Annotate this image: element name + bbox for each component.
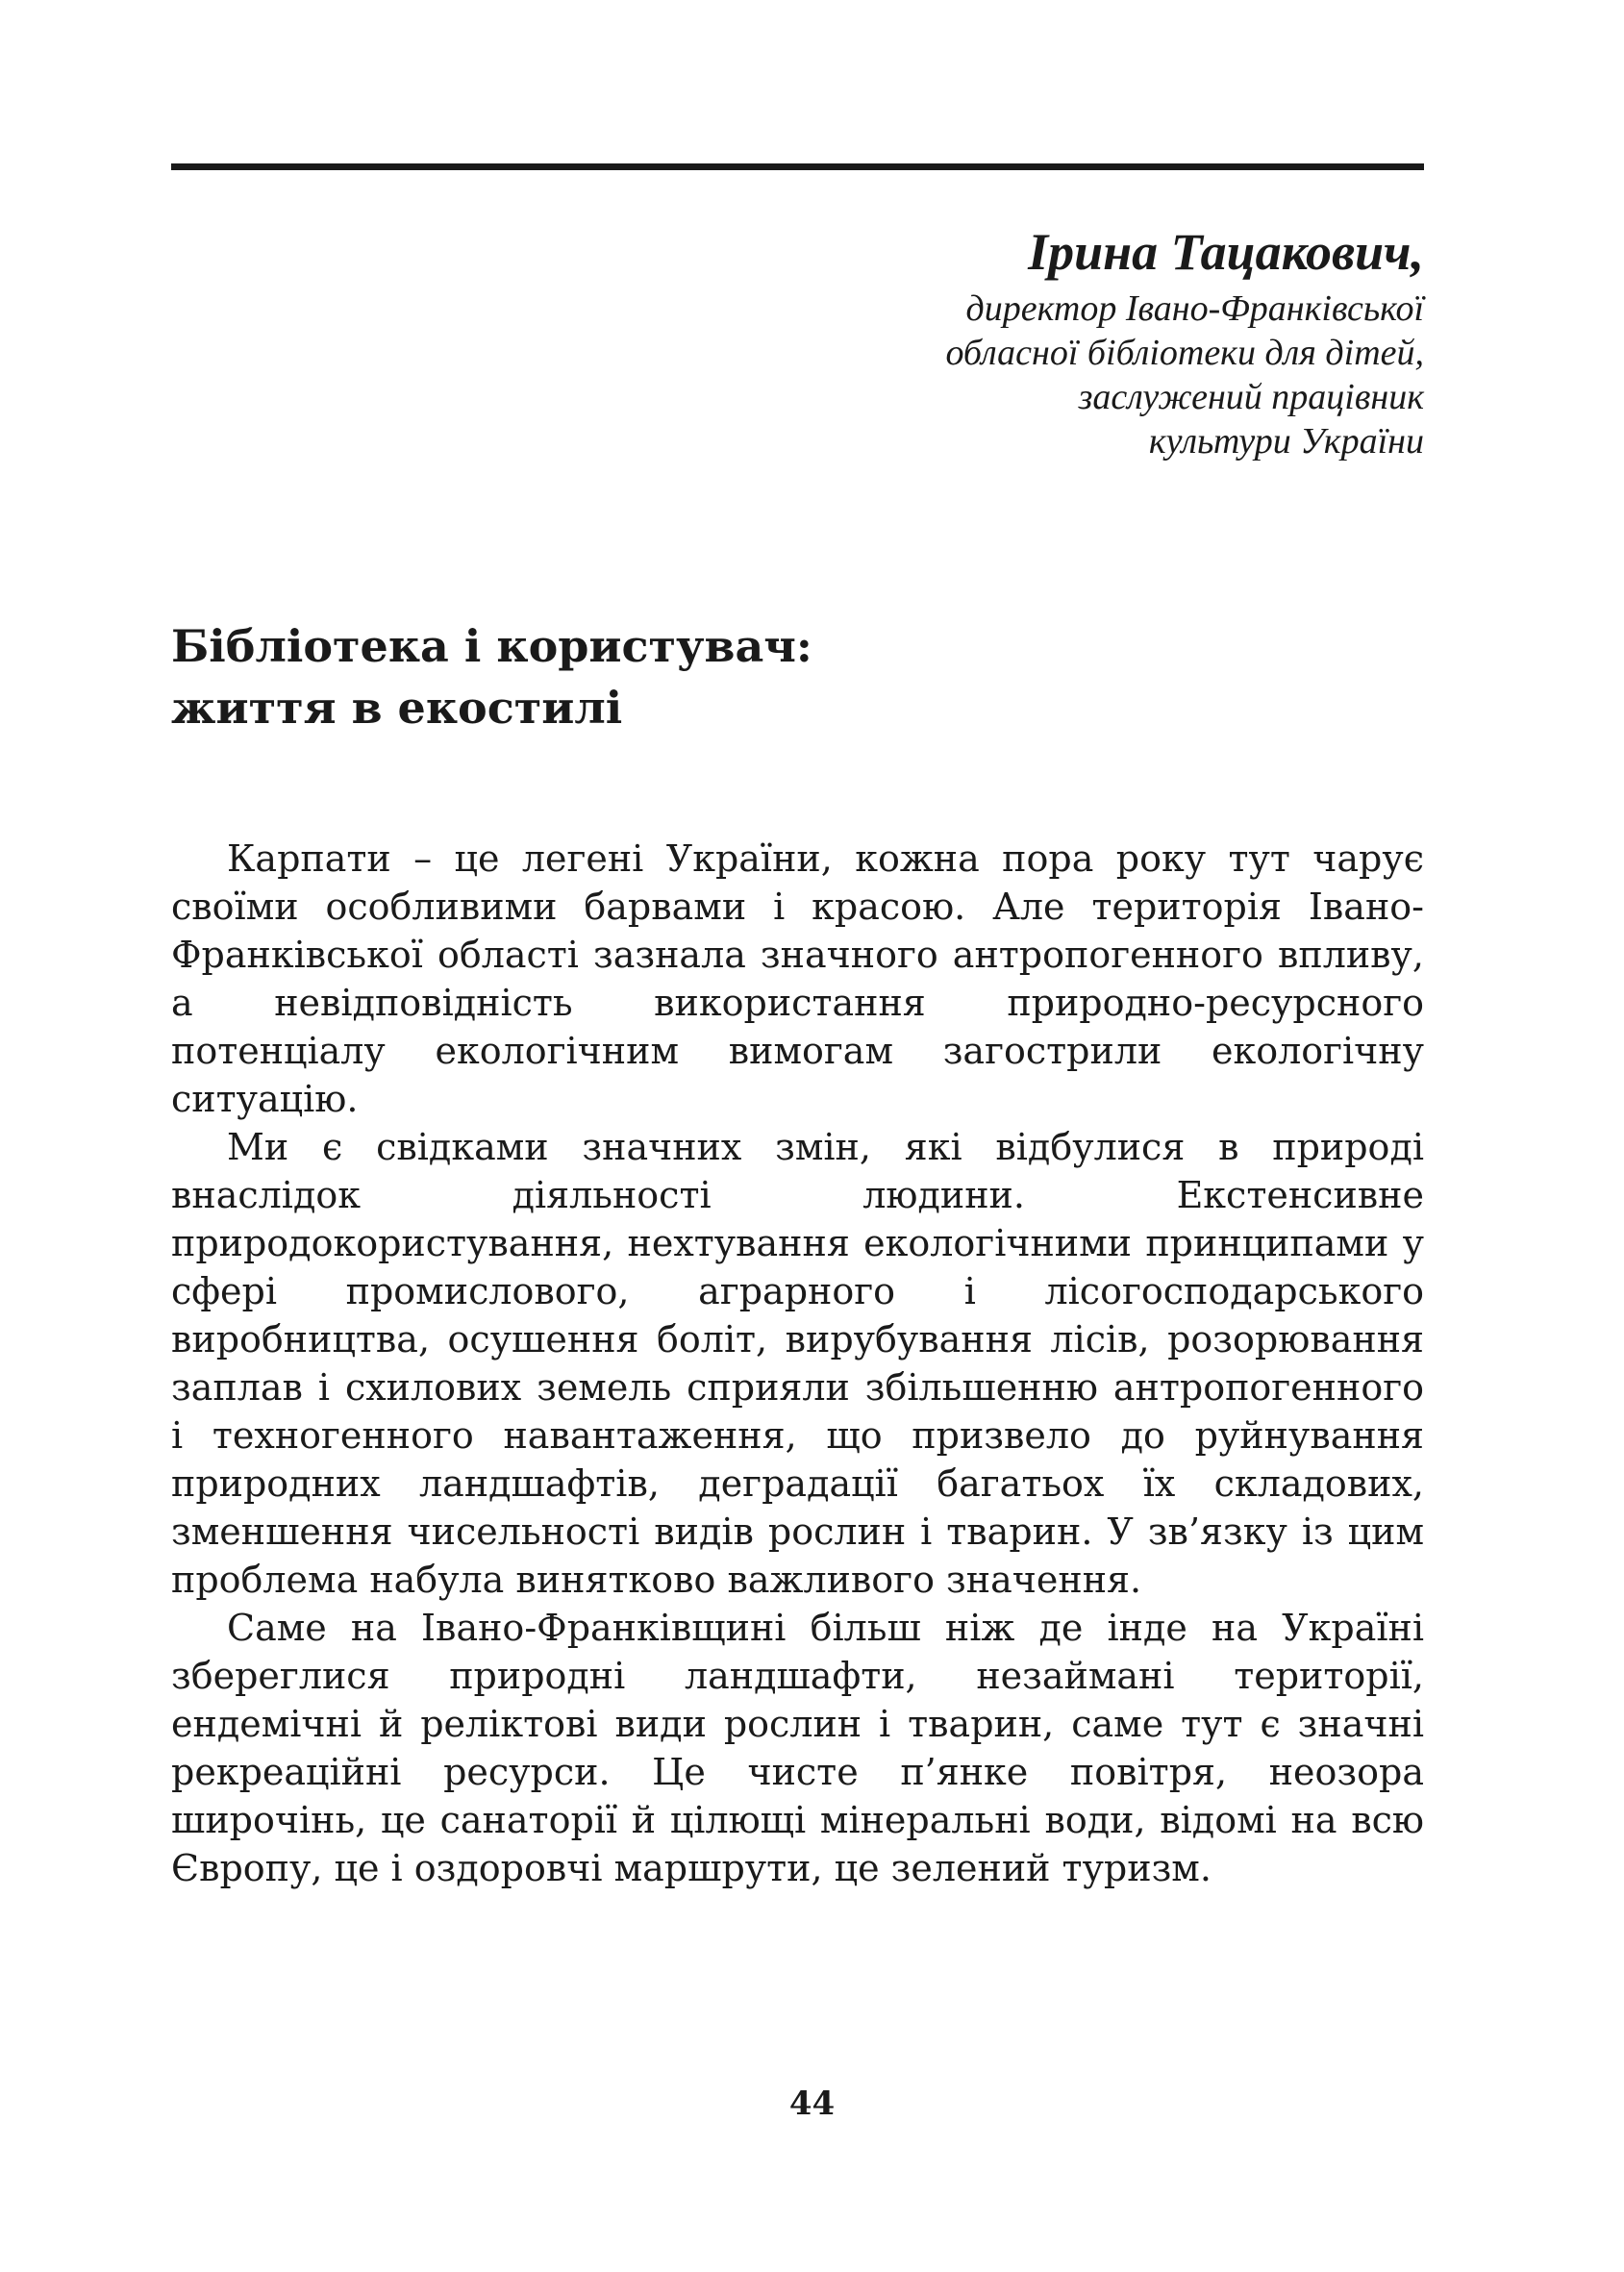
top-rule <box>171 163 1424 170</box>
author-position-line: культури України <box>1148 421 1424 462</box>
paragraph: Ми є свідками значних змін, які відбулися в природі внаслідок діяльності людини. Екстенсивне природокористування, нехтування екологічними принципами у сфері промислового, аграрного і лісогосподарського виробництва, осушення боліт, вирубування лісів, розорювання заплав і схилових земель сприяли збільшенню антропогенного і техногенного навантаження, що призвело до руйнування природних ландшафтів, деградації багатьох їх складових, зменшення чисельності видів рослин і тварин. У зв’язку із цим проблема набула винятково важливого значення. <box>171 1126 1424 1601</box>
author-position-line: обласної бібліотеки для дітей, <box>945 333 1424 373</box>
title-line: Бібліотека і користувач: <box>171 620 812 672</box>
article-title <box>171 615 1424 738</box>
article-body <box>171 835 1424 1892</box>
author-name: Ірина Тацакович, <box>1028 223 1424 281</box>
author-block <box>559 223 1424 463</box>
author-position-line: директор Івано-Франківської <box>965 288 1424 329</box>
title-line: життя в екостилі <box>171 682 623 734</box>
author-position-line: заслужений працівник <box>1078 377 1424 417</box>
paragraph: Карпати – це легені України, кожна пора року тут чарує своїми особливими барвами і красою. Але територія Івано-Франківської області зазнала значного антропогенного впливу, а невідповідність використання природно-ресурсного потенціалу екологічним вимогам загострили екологічну ситуацію. <box>171 837 1424 1120</box>
paragraph: Саме на Івано-Франківщині більш ніж де інде на Україні збереглися природні ландшафти, незаймані території, ендемічні й реліктові види рослин і тварин, саме тут є значні рекреаційні ресурси. Це чисте п’янке повітря, неозора широчінь, це санаторії й цілющі мінеральні води, відомі на всю Європу, це і оздоровчі маршрути, це зелений туризм. <box>171 1607 1424 1889</box>
page-number: 44 <box>788 2085 836 2123</box>
